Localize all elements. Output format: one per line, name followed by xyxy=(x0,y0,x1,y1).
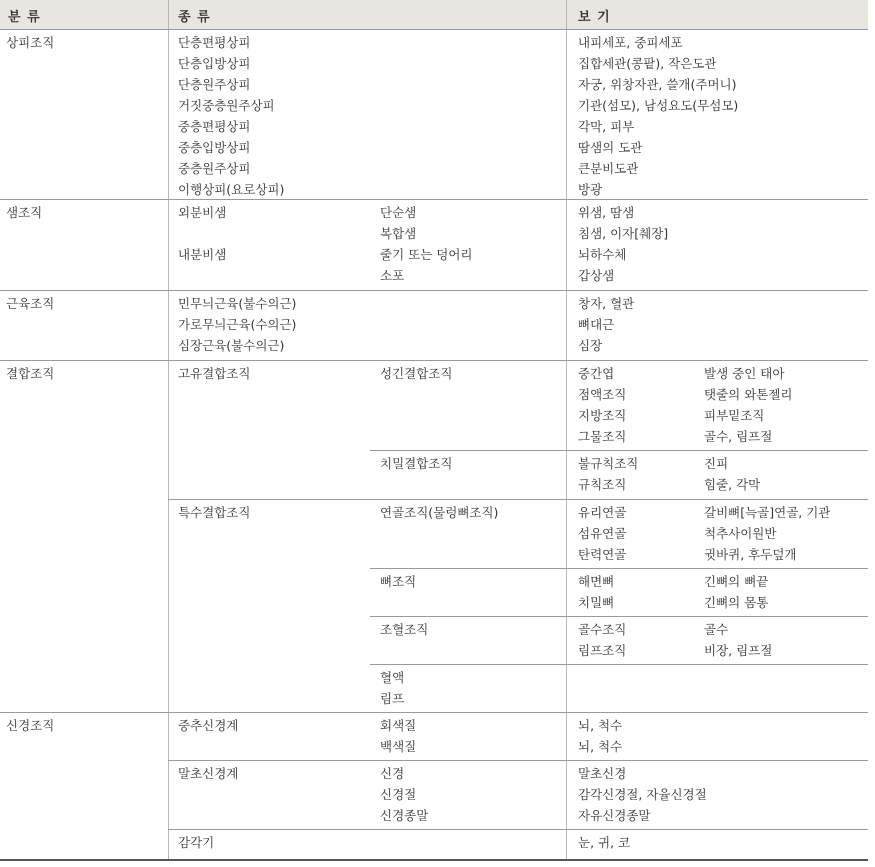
type-item: 단층편평상피 xyxy=(178,35,251,50)
example-item: 침샘, 이자[췌장] xyxy=(578,226,669,241)
subtype-item: 줄기 또는 덩어리 xyxy=(380,247,473,262)
example-item: 불규칙조직 xyxy=(578,456,639,471)
subtype-item: 백색질 xyxy=(380,739,417,754)
category-gland: 샘조직 xyxy=(6,205,43,220)
subtype-item: 신경종말 xyxy=(380,808,429,823)
example-item: 섬유연골 xyxy=(578,526,627,541)
example-item: 땀샘의 도관 xyxy=(578,140,643,155)
example-item: 피부밑조직 xyxy=(704,408,765,423)
subtype-item: 복합샘 xyxy=(380,226,417,241)
example-item: 발생 중인 태아 xyxy=(704,366,785,381)
example-item: 규칙조직 xyxy=(578,477,627,492)
nervous-row xyxy=(0,712,868,713)
category-connective: 결합조직 xyxy=(6,366,55,381)
example-item: 눈, 귀, 코 xyxy=(578,835,631,850)
type-item: 민무늬근육(불수의근) xyxy=(178,296,297,311)
example-item: 긴뼈의 몸통 xyxy=(704,595,769,610)
example-item: 방광 xyxy=(578,182,603,197)
example-item: 위샘, 땀샘 xyxy=(578,205,635,220)
sub-divider xyxy=(370,450,868,451)
subtype-item: 림프 xyxy=(380,691,405,706)
example-item: 유리연골 xyxy=(578,505,627,520)
sub-divider xyxy=(168,499,868,500)
type-item: 단층입방상피 xyxy=(178,56,251,71)
type-item: 심장근육(불수의근) xyxy=(178,338,285,353)
example-item: 기관(섬모), 남성요도(무섬모) xyxy=(578,98,739,113)
sub-divider xyxy=(168,760,868,761)
example-item: 지방조직 xyxy=(578,408,627,423)
example-item: 탯줄의 와톤젤리 xyxy=(704,387,793,402)
header-example: 보 기 xyxy=(578,10,611,25)
type-item: 특수결합조직 xyxy=(178,505,251,520)
example-item: 림프조직 xyxy=(578,643,627,658)
example-item: 말초신경 xyxy=(578,766,627,781)
example-item: 창자, 혈관 xyxy=(578,296,635,311)
type-item: 중층입방상피 xyxy=(178,140,251,155)
example-item: 귓바퀴, 후두덮개 xyxy=(704,547,797,562)
sub-divider xyxy=(168,829,868,830)
example-item: 점액조직 xyxy=(578,387,627,402)
header-category: 분 류 xyxy=(8,10,41,25)
type-item: 중층편평상피 xyxy=(178,119,251,134)
table-bottom-border xyxy=(0,859,868,861)
subtype-item: 단순샘 xyxy=(380,205,417,220)
example-item: 진피 xyxy=(704,456,729,471)
example-item: 골수, 림프절 xyxy=(704,429,773,444)
subtype-item: 뼈조직 xyxy=(380,574,417,589)
subtype-item: 혈액 xyxy=(380,670,405,685)
example-item: 중간엽 xyxy=(578,366,615,381)
example-item: 뼈대근 xyxy=(578,317,615,332)
type-item: 가로무늬근육(수의근) xyxy=(178,317,297,332)
example-item: 긴뼈의 뼈끝 xyxy=(704,574,769,589)
example-item: 탄력연골 xyxy=(578,547,627,562)
example-item: 각막, 피부 xyxy=(578,119,635,134)
example-item: 척추사이원반 xyxy=(704,526,777,541)
type-item: 말초신경계 xyxy=(178,766,239,781)
example-item: 심장 xyxy=(578,338,603,353)
type-item: 이행상피(요로상피) xyxy=(178,182,285,197)
example-item: 뇌, 척수 xyxy=(578,718,623,733)
category-muscle: 근육조직 xyxy=(6,296,55,311)
example-item: 뇌, 척수 xyxy=(578,739,623,754)
example-item: 골수 xyxy=(704,622,729,637)
example-item: 큰분비도관 xyxy=(578,161,639,176)
subtype-item: 연골조직(물렁뼈조직) xyxy=(380,505,499,520)
example-item: 갑상샘 xyxy=(578,268,615,283)
example-item: 골수조직 xyxy=(578,622,627,637)
example-item: 내피세포, 중피세포 xyxy=(578,35,683,50)
subtype-item: 신경절 xyxy=(380,787,417,802)
subtype-item: 치밀결합조직 xyxy=(380,456,453,471)
type-item: 고유결합조직 xyxy=(178,366,251,381)
gland-row xyxy=(0,199,868,200)
example-item: 감각신경절, 자율신경절 xyxy=(578,787,707,802)
example-item: 자유신경종말 xyxy=(578,808,651,823)
type-item: 감각기 xyxy=(178,835,215,850)
sub-divider xyxy=(370,616,868,617)
subtype-item: 소포 xyxy=(380,268,405,283)
example-item: 비장, 림프절 xyxy=(704,643,773,658)
example-item: 뇌하수체 xyxy=(578,247,627,262)
type-item: 거짓중층원주상피 xyxy=(178,98,275,113)
type-item: 중추신경계 xyxy=(178,718,239,733)
example-item: 갈비뼈[늑골]연골, 기관 xyxy=(704,505,831,520)
type-item: 내분비샘 xyxy=(178,247,227,262)
example-item: 힘줄, 각막 xyxy=(704,477,761,492)
sub-divider xyxy=(370,568,868,569)
type-item: 외분비샘 xyxy=(178,205,227,220)
example-item: 자궁, 위창자관, 쓸개(주머니) xyxy=(578,77,737,92)
category-epithelial: 상피조직 xyxy=(6,35,55,50)
sub-divider xyxy=(370,664,868,665)
example-item: 집합세관(콩팥), 작은도관 xyxy=(578,56,717,71)
type-item: 단층원주상피 xyxy=(178,77,251,92)
header-type: 종 류 xyxy=(178,10,211,25)
example-item: 그물조직 xyxy=(578,429,627,444)
example-item: 치밀뼈 xyxy=(578,595,615,610)
subtype-item: 성긴결합조직 xyxy=(380,366,453,381)
category-nervous: 신경조직 xyxy=(6,718,55,733)
header-row xyxy=(0,0,868,29)
type-item: 중층원주상피 xyxy=(178,161,251,176)
connective-row xyxy=(0,360,868,361)
subtype-item: 신경 xyxy=(380,766,405,781)
example-item: 해면뼈 xyxy=(578,574,615,589)
muscle-row xyxy=(0,290,868,291)
subtype-item: 회색질 xyxy=(380,718,417,733)
subtype-item: 조혈조직 xyxy=(380,622,429,637)
